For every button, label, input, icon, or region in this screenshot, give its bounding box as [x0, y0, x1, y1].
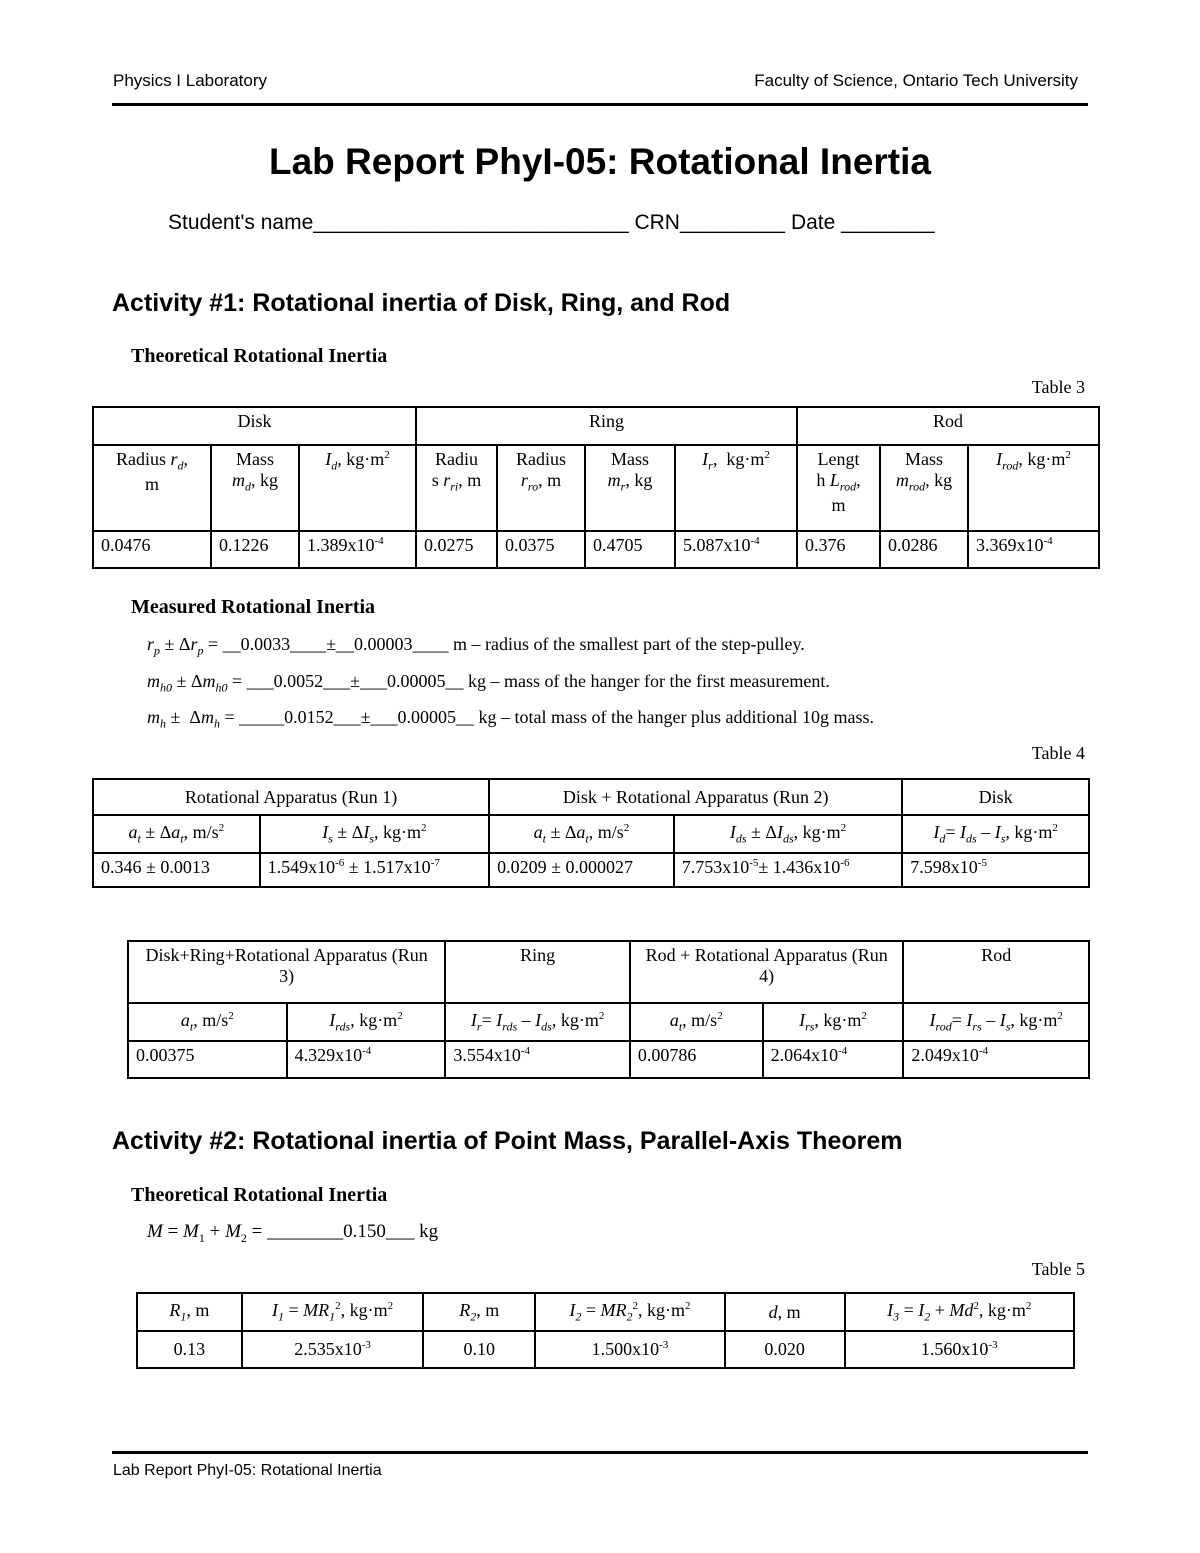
table4	[92, 778, 1090, 888]
activity2-heading: Activity #2: Rotational inertia of Point Mass, Parallel-Axis Theorem	[112, 1127, 903, 1155]
table4-col-at: $a_t \pm \Delta a_t$, $m/s^2$	[93, 815, 260, 853]
table3-cell: 0.4705	[585, 531, 675, 568]
table5-cell: $2.535x10^{-3}$	[242, 1331, 424, 1368]
table3-col-ring-mass: Mass $m_r$, kg	[585, 445, 675, 531]
table3-group-ring: Ring	[416, 407, 797, 445]
header-rule	[112, 103, 1088, 106]
table4-col-id: $I_d= I_{ds} - I_s$, $kg\cdot m^2$	[902, 815, 1089, 853]
table3-caption: Table 3	[1031, 377, 1085, 397]
table4-cell: $1.549x10^{-6} \pm 1.517x10^{-7}$	[260, 853, 490, 887]
rp-value[interactable]: __0.0033____	[222, 634, 327, 654]
footer-rule	[112, 1451, 1088, 1454]
table3-col-rod-inertia: $I_{rod}$, $kg\cdot m^2$	[968, 445, 1099, 531]
measured-rp-line: $r_p \pm \Delta r_p$ = __0.0033____±__0.00003____ m – radius of the smallest part of the step-pulley.	[147, 634, 805, 658]
header-left: Physics I Laboratory	[113, 71, 268, 90]
table4-cell: $7.753x10^{-5}\pm 1.436x10^{-6}$	[674, 853, 903, 887]
table5-caption: Table 5	[1031, 1259, 1085, 1279]
tableb-group-ring: Ring	[445, 941, 630, 1003]
tableb-cell: $4.329x10^{-4}$	[287, 1041, 446, 1078]
table4-cell: 0.0209 ± 0.000027	[489, 853, 674, 887]
mh-value[interactable]: _____0.0152___	[239, 707, 361, 727]
tableb-group-rod: Rod	[903, 941, 1089, 1003]
table3-col-disk-mass: Mass $m_d$, kg	[211, 445, 299, 531]
tableb-group-run4: Rod + Rotational Apparatus (Run 4)	[630, 941, 903, 1003]
table-runs-3-4	[127, 940, 1090, 1079]
table3-cell: 0.376	[797, 531, 880, 568]
tableb-col-at: $a_t$, $m/s^2$	[128, 1003, 287, 1041]
table3-cell: $5.087x10^{-4}$	[675, 531, 797, 568]
date-label: Date	[790, 211, 836, 234]
table4-col-at2: $a_t \pm \Delta a_t$, $m/s^2$	[489, 815, 674, 853]
header-right: Faculty of Science, Ontario Tech University	[754, 71, 1078, 90]
table5-cell: 0.020	[725, 1331, 845, 1368]
table5-cell: 0.10	[423, 1331, 535, 1368]
tableb-cell: $2.049x10^{-4}$	[903, 1041, 1089, 1078]
tableb-col-irs: $I_{rs}$, $kg\cdot m^2$	[763, 1003, 904, 1041]
table3-col-rod-length: Lengt h $L_{rod}$, m	[797, 445, 880, 531]
table5-col-r1: $R_1$, m	[137, 1293, 242, 1331]
table5-cell: $1.500x10^{-3}$	[535, 1331, 725, 1368]
tableb-cell: $2.064x10^{-4}$	[763, 1041, 904, 1078]
measured-heading: Measured Rotational Inertia	[131, 596, 376, 618]
table4-cell: 0.346 ± 0.0013	[93, 853, 260, 887]
table5-col-i3: $I_3 = I_2 + Md^2$, $kg\cdot m^2$	[845, 1293, 1075, 1331]
total-mass-line: $M = M_1 + M_2$ = ________0.150___ kg	[147, 1221, 439, 1245]
rp-uncertainty[interactable]: __0.00003____	[336, 634, 449, 654]
measured-mh-line: $m_h \pm \Delta m_h$ = _____0.0152___±___0.00005__ kg – total mass of the hanger plus additional 10g mass.	[147, 707, 874, 731]
table5-col-i2: $I_2 = MR_2^2$, $kg\cdot m^2$	[535, 1293, 725, 1331]
table3-cell: $3.369x10^{-4}$	[968, 531, 1099, 568]
activity1-theoretical-heading: Theoretical Rotational Inertia	[131, 345, 388, 367]
student-name-label: Student's name	[168, 211, 314, 234]
table4-group-disk: Disk	[902, 779, 1089, 815]
table5-cell: 0.13	[137, 1331, 242, 1368]
table5-col-r2: $R_2$, m	[423, 1293, 535, 1331]
table5-cell: $1.560x10^{-3}$	[845, 1331, 1075, 1368]
crn-label: CRN	[634, 211, 680, 234]
total-mass-value[interactable]: ________0.150___	[267, 1221, 415, 1242]
table5	[136, 1292, 1075, 1369]
tableb-col-at2: $a_t$, $m/s^2$	[630, 1003, 763, 1041]
tableb-cell: 0.00786	[630, 1041, 763, 1078]
table3-col-disk-radius: Radius $r_d$, m	[93, 445, 211, 531]
table3-col-ring-inertia: $I_r$, $kg\cdot m^2$	[675, 445, 797, 531]
table3	[92, 406, 1100, 569]
table3-cell: 0.0286	[880, 531, 968, 568]
crn-blank[interactable]: _________	[679, 211, 786, 234]
activity1-heading: Activity #1: Rotational inertia of Disk, Ring, and Rod	[112, 289, 731, 317]
table3-col-ring-inner-radius: Radiu s $r_{ri}$, m	[416, 445, 497, 531]
tableb-col-irds: $I_{rds}$, $kg\cdot m^2$	[287, 1003, 446, 1041]
table4-group-run1: Rotational Apparatus (Run 1)	[93, 779, 489, 815]
table3-group-rod: Rod	[797, 407, 1099, 445]
tableb-col-irod: $I_{rod}= I_{rs} - I_s$, $kg\cdot m^2$	[903, 1003, 1089, 1041]
footer-text: Lab Report PhyI-05: Rotational Inertia	[113, 1462, 382, 1479]
table5-col-d: d, m	[725, 1293, 845, 1331]
table4-cell: $7.598x10^{-5}$	[902, 853, 1089, 887]
tableb-cell: $3.554x10^{-4}$	[445, 1041, 630, 1078]
table5-col-i1: $I_1 = MR_1^2$, $kg\cdot m^2$	[242, 1293, 424, 1331]
date-blank[interactable]: ________	[841, 211, 935, 234]
table3-cell: 0.1226	[211, 531, 299, 568]
student-line	[168, 211, 935, 235]
table3-cell: 0.0275	[416, 531, 497, 568]
table4-col-ids: $I_{ds} \pm \Delta I_{ds}$, $kg\cdot m^2$	[674, 815, 903, 853]
table3-cell: 0.0375	[497, 531, 585, 568]
table3-col-rod-mass: Mass $m_{rod}$, kg	[880, 445, 968, 531]
activity2-theoretical-heading: Theoretical Rotational Inertia	[131, 1184, 388, 1206]
table3-cell: $1.389x10^{-4}$	[299, 531, 416, 568]
table4-col-is: $I_s \pm \Delta I_s$, $kg\cdot m^2$	[260, 815, 490, 853]
table3-cell: 0.0476	[93, 531, 211, 568]
tableb-cell: 0.00375	[128, 1041, 287, 1078]
table4-group-run2: Disk + Rotational Apparatus (Run 2)	[489, 779, 902, 815]
page-title: Lab Report PhyI-05: Rotational Inertia	[269, 141, 931, 182]
student-name-blank[interactable]: ___________________________	[313, 211, 629, 234]
table4-caption: Table 4	[1031, 743, 1085, 763]
mh-uncertainty[interactable]: ___0.00005__	[370, 707, 475, 727]
tableb-group-run3: Disk+Ring+Rotational Apparatus (Run 3)	[128, 941, 445, 1003]
measured-mh0-line: $m_{h0} \pm \Delta m_{h0}$ = ___0.0052___±___0.00005__ kg – mass of the hanger for the first measurement.	[147, 671, 830, 695]
tableb-col-ir: $I_r= I_{rds} - I_{ds}$, $kg\cdot m^2$	[445, 1003, 630, 1041]
table3-col-disk-inertia: $I_d$, $kg\cdot m^2$	[299, 445, 416, 531]
mh0-value[interactable]: ___0.0052___	[246, 671, 351, 691]
mh0-uncertainty[interactable]: ___0.00005__	[360, 671, 464, 691]
table3-group-disk: Disk	[93, 407, 416, 445]
table3-col-ring-outer-radius: Radius $r_{ro}$, m	[497, 445, 585, 531]
